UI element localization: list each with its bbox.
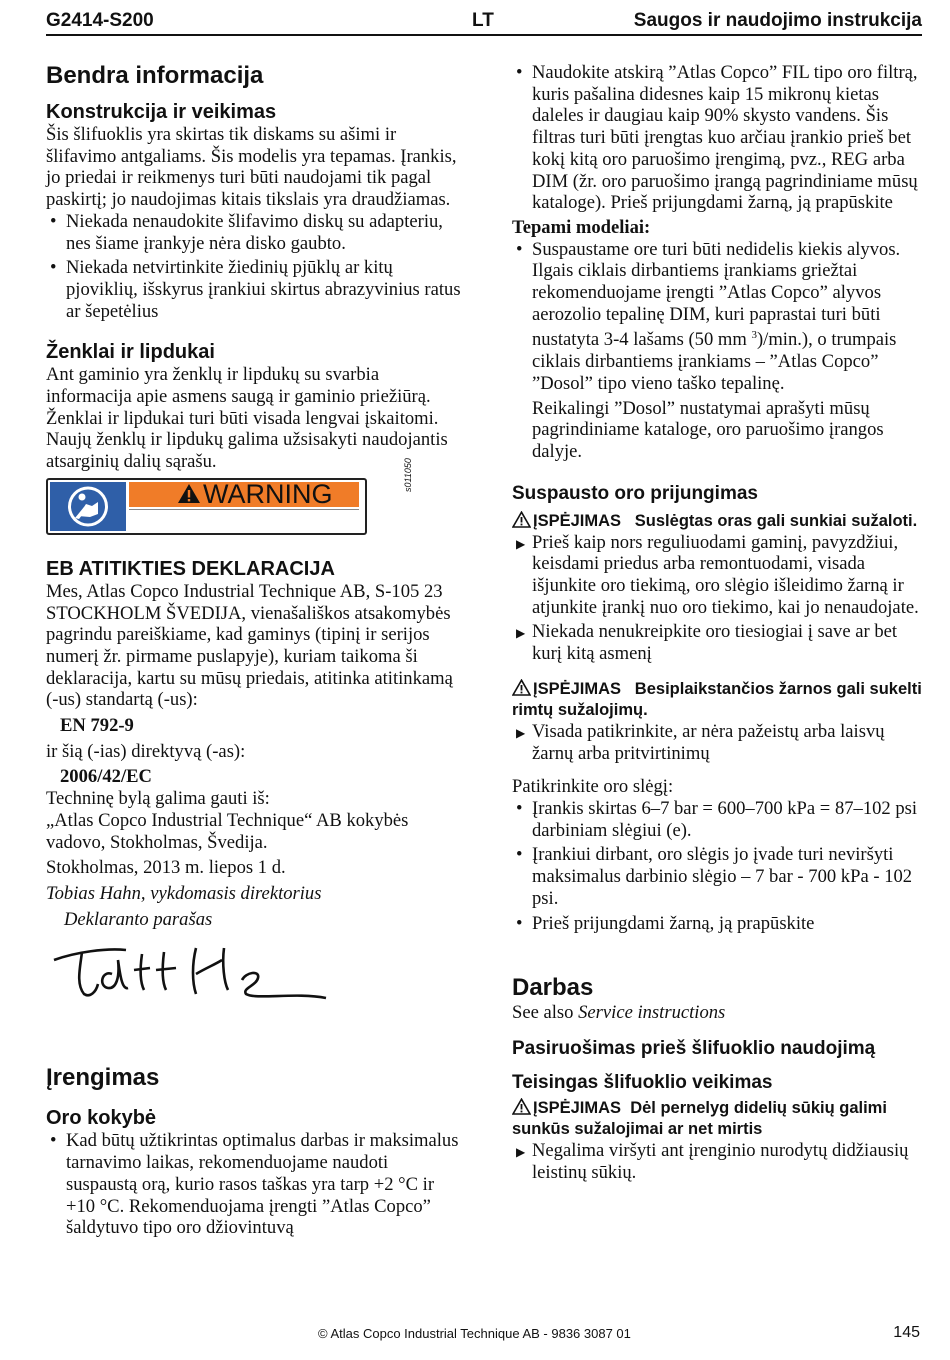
signs-text: Ant gaminio yra ženklų ir lipdukų su svarbia informacija apie asmens saugą ir gaminio priežiūrą. Ženklai ir lipdukai turi būti visada lengvai įskaitomi. Naujų ženklų ir lipdukų galima užsisakyti naudojantis atsarginių dalių sąrašu. (46, 364, 448, 473)
list-item: • Naudokite atskirą ”Atlas Copco” FIL tipo oro filtrą, kuris pašalina didesnes kaip 15 mikronų kietas daleles ir daugiau kaip 90% skysto vandens. Šis filtras turi būti įrengtas kuo arčiau įrankio prieš bet kokį kitą oro paruošimo įrengimą, pvz., REG arba DIM (žr. oro paruošimo įrangą pagrindiniame mūsų kataloge). Prieš prijungdami žarną, ją prapūskite (516, 62, 918, 214)
warning-word: WARNING (203, 478, 333, 509)
preparation-heading: Pasiruošimas prieš šlifuoklio naudojimą (512, 1037, 876, 1059)
warning-block (512, 1098, 924, 1140)
warning-block (512, 679, 924, 721)
list-item: • Prieš prijungdami žarną, ją prapūskite (516, 912, 815, 934)
warning-list (512, 721, 924, 764)
warning-text: Suslėgtas oras gali sunkiai sužaloti. (634, 511, 918, 530)
page-footer (0, 1325, 950, 1345)
signer: Tobias Hahn, vykdomasis direktorius (46, 882, 322, 904)
filter-list (512, 62, 924, 214)
list-item: • Įrankiui dirbant, oro slėgis jo įvade turi neviršyti maksimalus darbinio slėgio – 7 bar - 700 kPa - 102 psi. (516, 844, 913, 909)
copyright: © Atlas Copco Industrial Technique AB - 9836 3087 01 (318, 1326, 631, 1341)
warning-block (512, 511, 924, 532)
warning-label (46, 457, 413, 535)
warning-word: ĮSPĖJIMAS (533, 511, 622, 530)
see-also-ref: Service instructions (578, 1002, 726, 1024)
directive-intro: ir šią (-ias) direktyvą (-as): (46, 740, 246, 762)
correct-operation-heading: Teisingas šlifuoklio veikimas (512, 1071, 773, 1093)
lubricated-list (512, 239, 924, 395)
left-column (46, 62, 464, 1242)
installation-heading: Įrengimas (46, 1064, 160, 1092)
list-item: ▶ Visada patikrinkite, ar nėra pažeistų arba laisvų žarnų arba pritvirtinimų (516, 720, 885, 764)
tech-file-intro: Techninę bylą galima gauti iš: (46, 788, 270, 810)
doc-code: G2414-S200 (46, 10, 154, 31)
warning-triangle-icon (512, 679, 531, 696)
list-item: ▶ Negalima viršyti ant įrenginio nurodytų didžiausių leistinų sūkių. (516, 1139, 909, 1183)
work-heading: Darbas (512, 974, 594, 1002)
directive: 2006/42/EC (60, 766, 152, 788)
manual-read-icon (50, 482, 126, 531)
tech-file-source: „Atlas Copco Industrial Technique“ AB kokybės vadovo, Stokholmas, Švedija. (46, 809, 409, 853)
lubricated-note: Reikalingi ”Dosol” nustatymai aprašyti mūsų pagrindiniame kataloge, oro paruošimo įrangos dalyje. (532, 397, 884, 462)
warning-triangle-icon (512, 1098, 531, 1115)
pressure-intro: Patikrinkite oro slėgį: (512, 776, 674, 798)
warning-text: Dėl pernelyg didelių sūkių galimi sunkūs sužalojimai ar net mirtis (512, 1098, 887, 1138)
place-date: Stokholmas, 2013 m. liepos 1 d. (46, 857, 286, 879)
page-number: 145 (893, 1324, 920, 1341)
right-column (512, 62, 924, 1186)
construction-heading: Konstrukcija ir veikimas (46, 101, 277, 123)
standard: EN 792-9 (60, 715, 134, 737)
warning-word: ĮSPĖJIMAS (533, 1098, 622, 1117)
general-heading: Bendra informacija (46, 62, 264, 89)
list-item: • Įrankis skirtas 6–7 bar = 600–700 kPa = 87–102 psi darbiniam slėgiui (e). (516, 797, 918, 841)
signature-image (46, 934, 464, 1024)
pressure-list (512, 798, 924, 934)
page-header (46, 10, 922, 36)
warning-list (512, 532, 924, 665)
construction-text: Šis šlifuoklis yra skirtas tik diskams su ašimi ir šlifavimo antgaliams. Šis modelis yra tepamas. Įrankis, jo priedai ir reikmenys turi būti naudojami tik pagal paskirtį; jo naudojimas kitais tikslais yra draudžiamas. (46, 124, 457, 211)
list-item: • Suspaustame ore turi būti nedidelis kiekis alyvos. Ilgais ciklais dirbantiems įrankiams griežtai rekomenduojame įrengti ”Atlas Copco” alyvos aerozolio tepalinę DIM, kuri paprastai turi būti nustatyta 3-4 lašams (50 mm $^3$)/min.), o trumpais ciklais dirbantiems įrankiams – ”Atlas Copco” ”Dosol” tipo vieno taško tepalinę. (516, 238, 901, 394)
warning-banner (129, 478, 359, 509)
see-also: See also Service instructions (512, 1002, 726, 1024)
declaration-text: Mes, Atlas Copco Industrial Technique AB, S-105 23 STOCKHOLM ŠVEDIJA, vienašališkos atsakomybės pagrindu pareiškiame, kad gaminys (tipinį ir serijos numerį žr. pirmame puslapyje), kuriam taikoma ši deklaracija, kartu su mūsų priedais, atitinka atitinkamą (-us) standartą (-us): (46, 580, 453, 711)
label-line (129, 509, 359, 510)
warning-text: Besiplaikstančios žarnos gali sukelti rimtų sužalojimų. (512, 679, 922, 719)
list-item: • Niekada netvirtinkite žiedinių pjūklų ar kitų pjoviklių, išskyrus įrankiui skirtus abrazyvinius ratus ar šepetėlius (50, 257, 461, 322)
header-title: Saugos ir naudojimo instrukcija (633, 10, 922, 31)
construction-list (46, 211, 464, 323)
warning-triangle-icon (512, 511, 531, 528)
air-quality-list (46, 1130, 464, 1239)
signature-caption: Deklaranto parašas (64, 908, 213, 930)
warning-triangle-icon (177, 483, 201, 504)
language-code: LT (472, 10, 494, 31)
label-id: s011050 (403, 457, 413, 492)
list-item: • Kad būtų užtikrintas optimalus darbas ir maksimalus tarnavimo laikas, rekomenduojame naudoti suspaustą orą, kurio rasos taškas yra tarp +2 °C ir +10 °C. Rekomenduojama įrengti ”Atlas Copco” šaldytuvo tipo oro džiovintuvą (50, 1130, 459, 1239)
declaration-heading: EB ATITIKTIES DEKLARACIJA (46, 557, 335, 580)
list-item: ▶ Niekada nenukreipkite oro tiesiogiai į save ar bet kurį kitą asmenį (516, 621, 898, 665)
signs-heading: Ženklai ir lipdukai (46, 341, 215, 364)
lubricated-heading: Tepami modeliai: (512, 216, 651, 238)
warning-list (512, 1140, 924, 1183)
list-item: • Niekada nenaudokite šlifavimo diskų su adapteriu, nes šiame įrankyje nėra disko gaubto. (50, 210, 443, 254)
air-quality-heading: Oro kokybė (46, 1107, 157, 1130)
list-item: ▶ Prieš kaip nors reguliuodami gaminį, pavyzdžiui, keisdami priedus arba remontuodami, visada išjunkite oro tiekimą, oro slėgio išleidimo žarną ir atjunkite įrankį nuo oro tiekimo, kai jo nenaudojate. (516, 531, 919, 618)
warning-word: ĮSPĖJIMAS (533, 679, 622, 698)
connection-heading: Suspausto oro prijungimas (512, 482, 758, 504)
